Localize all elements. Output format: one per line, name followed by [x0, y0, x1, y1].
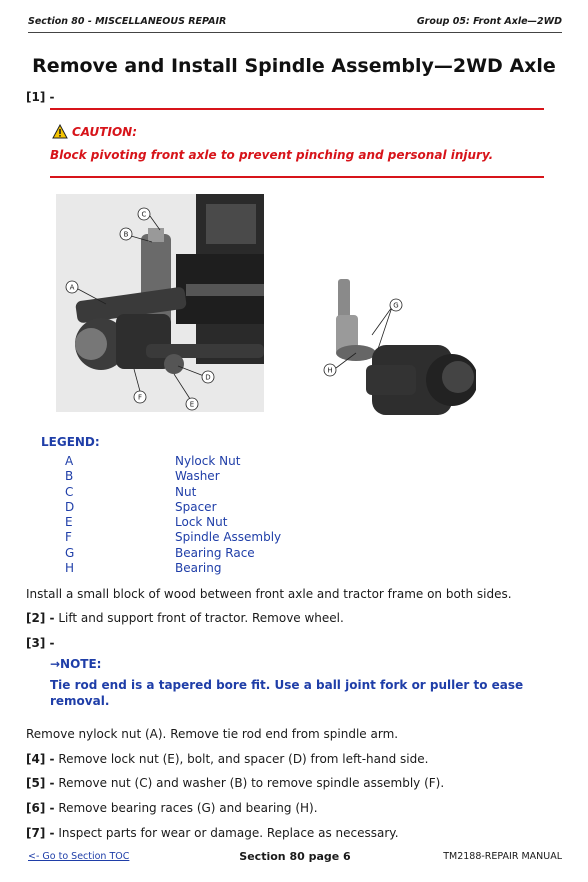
spindle-photo [316, 265, 476, 425]
header-group: Group 05: Front Axle—2WD [416, 16, 562, 27]
callout-c: C [141, 210, 147, 219]
step-5: [5] - Remove nut (C) and washer (B) to remove spindle assembly (F). [26, 776, 445, 790]
step-1-number: [1] - [26, 90, 55, 104]
paragraph-nylock: Remove nylock nut (A). Remove tie rod end from spindle arm. [26, 727, 399, 741]
legend-row: D Spacer [65, 499, 217, 514]
step-6: [6] - Remove bearing races (G) and bearing (H). [26, 801, 318, 815]
caution-label: CAUTION: [72, 124, 137, 139]
legend-row: C Nut [65, 484, 197, 499]
note-text: Tie rod end is a tapered bore fit. Use a ball joint fork or puller to ease removal. [50, 678, 524, 708]
callout-g: G [393, 301, 399, 310]
page-title: Remove and Install Spindle Assembly—2WD Axle [32, 55, 556, 77]
callout-h: H [327, 366, 333, 375]
legend-list [65, 454, 281, 576]
manual-id: TM2188-REPAIR MANUAL [443, 851, 562, 862]
legend-row: G Bearing Race [65, 545, 255, 560]
legend-row: B Washer [65, 469, 220, 484]
legend-row: H Bearing [65, 561, 222, 576]
step-4: [4] - Remove lock nut (E), bolt, and spacer (D) from left-hand side. [26, 752, 429, 766]
step-3: [3] - [26, 636, 55, 650]
note-heading: →NOTE: [50, 657, 102, 671]
paragraph-block-wood: Install a small block of wood between front axle and tractor frame on both sides. [26, 587, 512, 601]
page-footer [28, 851, 562, 867]
section-toc-link[interactable]: <- Go to Section TOC [28, 851, 130, 862]
legend-title: LEGEND: [41, 435, 100, 449]
page-header [28, 14, 562, 33]
callout-a: A [69, 283, 75, 292]
caution-bottom-rule [50, 176, 544, 178]
front-axle-photo [56, 194, 264, 412]
callout-f: F [137, 393, 143, 402]
caution-top-rule [50, 108, 544, 110]
step-7: [7] - Inspect parts for wear or damage. Replace as necessary. [26, 826, 399, 840]
legend-row: E Lock Nut [65, 515, 228, 530]
legend-row: A Nylock Nut [65, 454, 241, 468]
warning-triangle-icon [52, 124, 68, 139]
legend-row: F Spindle Assembly [65, 530, 282, 545]
callout-d: D [205, 373, 211, 382]
caution-heading [52, 124, 137, 139]
callout-e: E [189, 400, 195, 409]
callout-b: B [123, 230, 129, 239]
page-number: Section 80 page 6 [239, 850, 351, 863]
header-section: Section 80 - MISCELLANEOUS REPAIR [28, 16, 227, 27]
caution-text: Block pivoting front axle to prevent pinching and personal injury. [50, 148, 494, 162]
step-2: [2] - Lift and support front of tractor. Remove wheel. [26, 611, 344, 625]
